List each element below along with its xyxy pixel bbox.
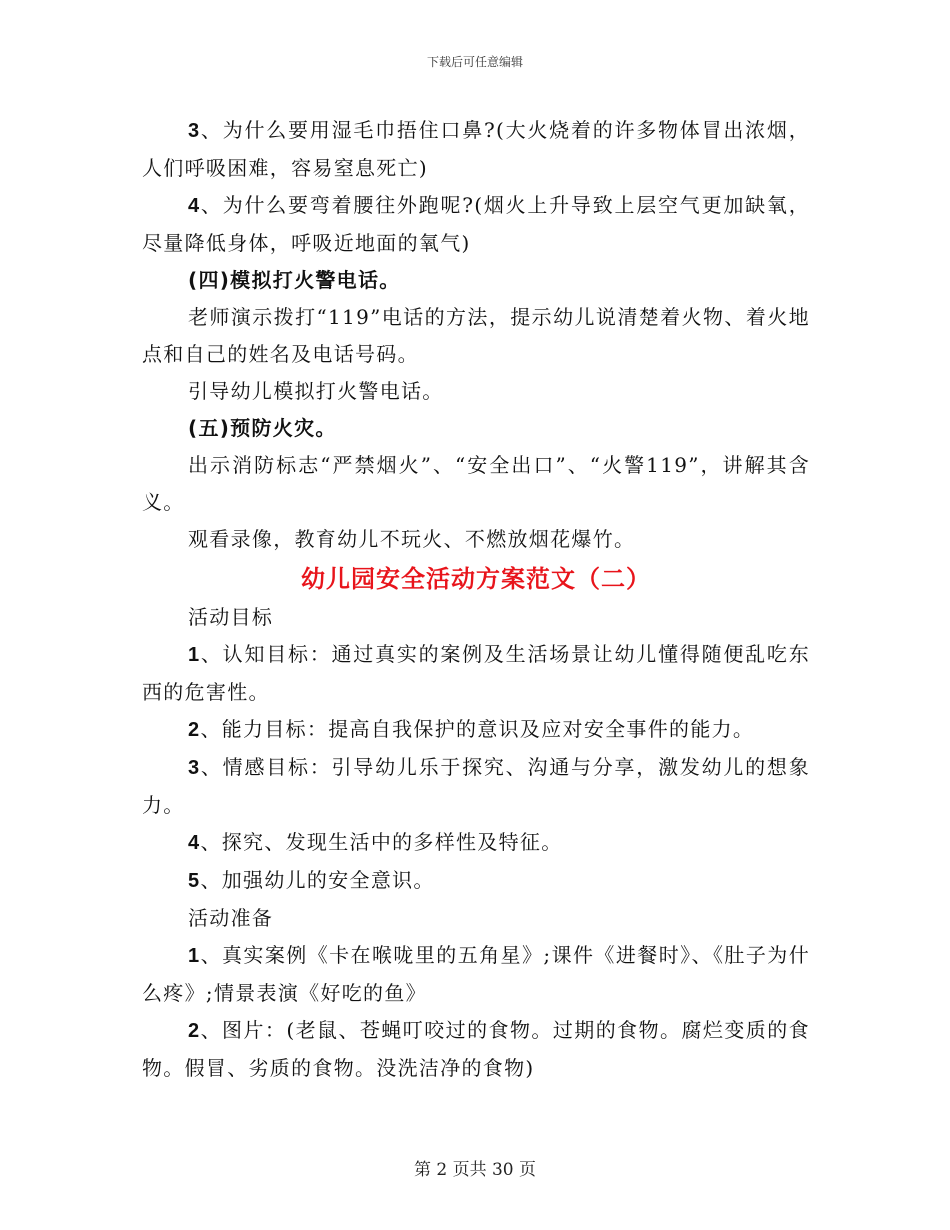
part-4-paragraph-1: 老师演示拨打“119”电话的方法，提示幼儿说清楚着火物、着火地点和自己的姓名及电话号码。 (142, 305, 810, 366)
part-5-paragraph-2: 观看录像，教育幼儿不玩火、不燃放烟花爆竹。 (188, 527, 636, 551)
prep-1-text: 、真实案例《卡在喉咙里的五角星》;课件《进餐时》、《肚子为什么疼》;情景表演《好吃的鱼》 (142, 943, 810, 1005)
prep-2-text: 、图片：(老鼠、苍蝇叮咬过的食物。过期的食物。腐烂变质的食物。假冒、劣质的食物。没洗洁净的食物) (142, 1018, 810, 1080)
prep-2-number: 2 (188, 1020, 201, 1042)
goal-1-number: 1 (188, 644, 201, 666)
prep-heading: 活动准备 (188, 906, 274, 930)
part-5-heading: (五)预防火灾。 (188, 416, 337, 440)
goal-1-text: 、认知目标：通过真实的案例及生活场景让幼儿懂得随便乱吃东西的危害性。 (142, 642, 810, 704)
goal-4-number: 4 (188, 832, 201, 854)
goal-item (142, 636, 810, 711)
goal-3-number: 3 (188, 757, 201, 779)
part-5-paragraph-1: 出示消防标志“严禁烟火”、“安全出口”、“火警119”，讲解其含义。 (142, 453, 810, 514)
page-header-note: 下载后可任意编辑 (426, 55, 523, 69)
goal-item (142, 711, 810, 749)
goals-heading: 活动目标 (188, 605, 274, 629)
goal-item (142, 749, 810, 824)
question-3 (142, 112, 810, 187)
goal-5-text: 、加强幼儿的安全意识。 (200, 868, 435, 892)
prep-item (142, 1012, 810, 1087)
page-number-footer: 第 2 页共 30 页 (413, 1160, 537, 1180)
prep-item (142, 937, 810, 1012)
goal-item (142, 862, 810, 900)
question-4 (142, 187, 810, 262)
part-4-heading: (四)模拟打火警电话。 (188, 268, 401, 292)
goal-item (142, 824, 810, 862)
goal-2-number: 2 (188, 719, 201, 741)
question-4-text: 、为什么要弯着腰往外跑呢?(烟火上升导致上层空气更加缺氧，尽量降低身体，呼吸近地面的氧气) (142, 193, 810, 255)
goal-2-text: 、能力目标：提高自我保护的意识及应对安全事件的能力。 (200, 717, 755, 741)
goal-5-number: 5 (188, 870, 201, 892)
section-2-title: 幼儿园安全活动方案范文（二） (301, 565, 651, 593)
question-4-number: 4 (188, 195, 201, 217)
prep-1-number: 1 (188, 945, 201, 967)
goal-4-text: 、探究、发现生活中的多样性及特征。 (200, 830, 563, 854)
goal-3-text: 、情感目标：引导幼儿乐于探究、沟通与分享，激发幼儿的想象力。 (142, 755, 810, 817)
question-3-text: 、为什么要用湿毛巾捂住口鼻?(大火烧着的许多物体冒出浓烟，人们呼吸困难，容易窒息死亡) (142, 118, 810, 180)
document-body (142, 112, 810, 1087)
question-3-number: 3 (188, 120, 201, 142)
part-4-paragraph-2: 引导幼儿模拟打火警电话。 (188, 379, 444, 403)
